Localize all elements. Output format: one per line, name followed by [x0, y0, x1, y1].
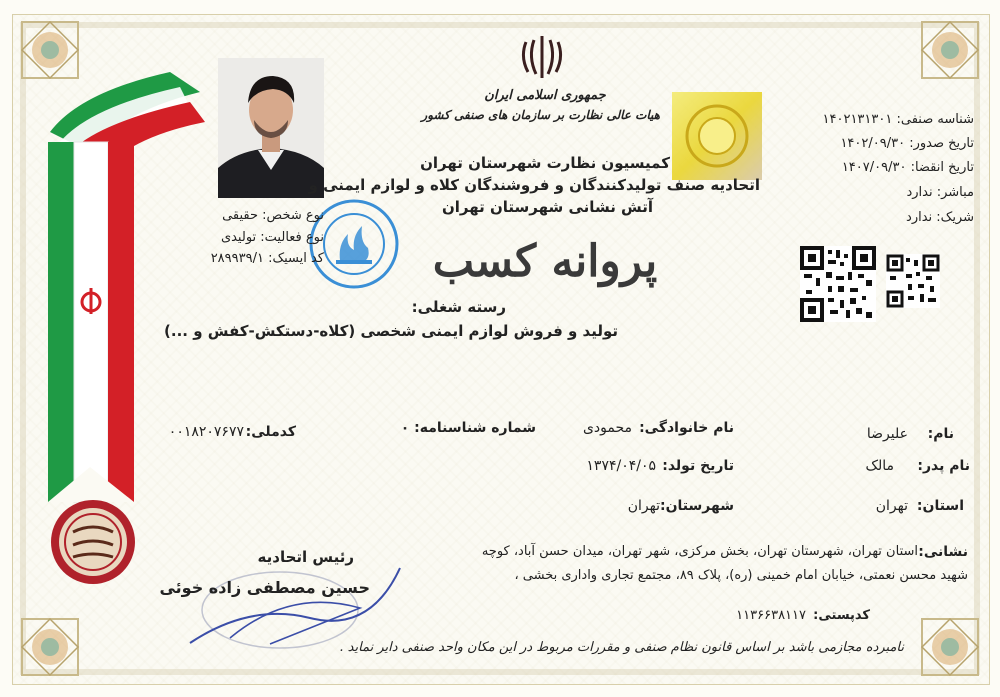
family-label: نام خانوادگی:	[639, 420, 734, 436]
id-number: شماره شناسنامه: ۰	[400, 420, 536, 436]
hologram-sticker-icon	[672, 92, 762, 180]
isic-code: کد ایسیک: ۲۸۹۹۳۹/۱	[210, 251, 324, 266]
qr-code-small-icon	[886, 254, 940, 312]
direct-agent: مباشر: ندارد	[906, 185, 974, 200]
union-line-1: اتحادیه صنف تولیدکنندگان و فروشندگان کلاه و لوازم ایمنی و	[308, 176, 760, 194]
corner-ornament-icon	[918, 615, 982, 679]
person-type: نوع شخص: حقیقی	[222, 208, 324, 223]
issue-date: تاریخ صدور: ۱۴۰۲/۰۹/۳۰	[840, 136, 974, 151]
province-value: تهران	[875, 498, 908, 514]
occupation-label: رسته شغلی:	[411, 298, 506, 316]
high-board-line: هیات عالی نظارت بر سازمان های صنفی کشور	[421, 108, 660, 122]
occupation-value: تولید و فروش لوازم ایمنی شخصی (کلاه-دستکش-کفش و ...)	[164, 322, 618, 340]
commission-line: کمیسیون نظارت شهرستان تهران	[420, 154, 670, 172]
corner-ornament-icon	[18, 615, 82, 679]
ministry-seal-icon	[48, 497, 138, 591]
document-title: پروانه کسب	[432, 236, 658, 287]
city-value: تهران	[627, 498, 660, 514]
province-label: استان:	[916, 498, 964, 514]
corner-ornament-icon	[918, 18, 982, 82]
national-code-value: ۰۰۱۸۲۰۷۶۷۷	[168, 424, 244, 440]
footer-note: نامبرده مجازمی باشد بر اساس قانون نظام صنفی و مقررات مربوط در این مکان واحد صنفی دایر نماید .	[339, 640, 904, 655]
address-line-2: شهید محسن نعمتی، خیابان امام خمینی (ره)، پلاک ۸۹، مجتمع تجاری واداری بخشی ،	[514, 568, 968, 583]
city-label: شهرستان:	[659, 498, 734, 514]
signatory-role: رئیس اتحادیه	[257, 548, 354, 566]
guild-id: شناسه صنفی: ۱۴۰۲۱۳۱۳۰۱	[822, 112, 974, 127]
family-value: محمودی	[582, 420, 632, 436]
activity-type: نوع فعالیت: تولیدی	[220, 230, 324, 245]
iran-emblem-icon	[520, 32, 564, 86]
union-line-2: آتش نشانی شهرستان تهران	[441, 198, 654, 216]
address-line-1: استان تهران، شهرستان تهران، بخش مرکزی، شهر تهران، میدان حسن آباد، کوچه	[481, 544, 918, 559]
republic-line: جمهوری اسلامی ایران	[484, 88, 606, 103]
partner: شریک: ندارد	[906, 210, 974, 225]
name-value: علیرضا	[866, 426, 908, 442]
father-value: مالک	[865, 458, 894, 474]
national-code-label: کدملی:	[245, 424, 296, 440]
iran-flag-ribbon-icon	[40, 62, 210, 516]
birth-value: ۱۳۷۴/۰۴/۰۵	[586, 458, 656, 474]
name-label: نام:	[927, 426, 954, 442]
father-label: نام پدر:	[917, 458, 970, 474]
qr-code-large-icon	[800, 246, 876, 326]
postal-label: کدپستی:	[813, 608, 870, 623]
expire-date: تاریخ انقضا: ۱۴۰۷/۰۹/۳۰	[841, 160, 974, 175]
postal-value: ۱۱۳۶۶۳۸۱۱۷	[736, 608, 806, 623]
signatory-name: حسین مصطفی زاده خوئی	[159, 578, 370, 597]
address-label: نشانی:	[918, 544, 968, 560]
birth-label: تاریخ تولد:	[662, 458, 734, 474]
